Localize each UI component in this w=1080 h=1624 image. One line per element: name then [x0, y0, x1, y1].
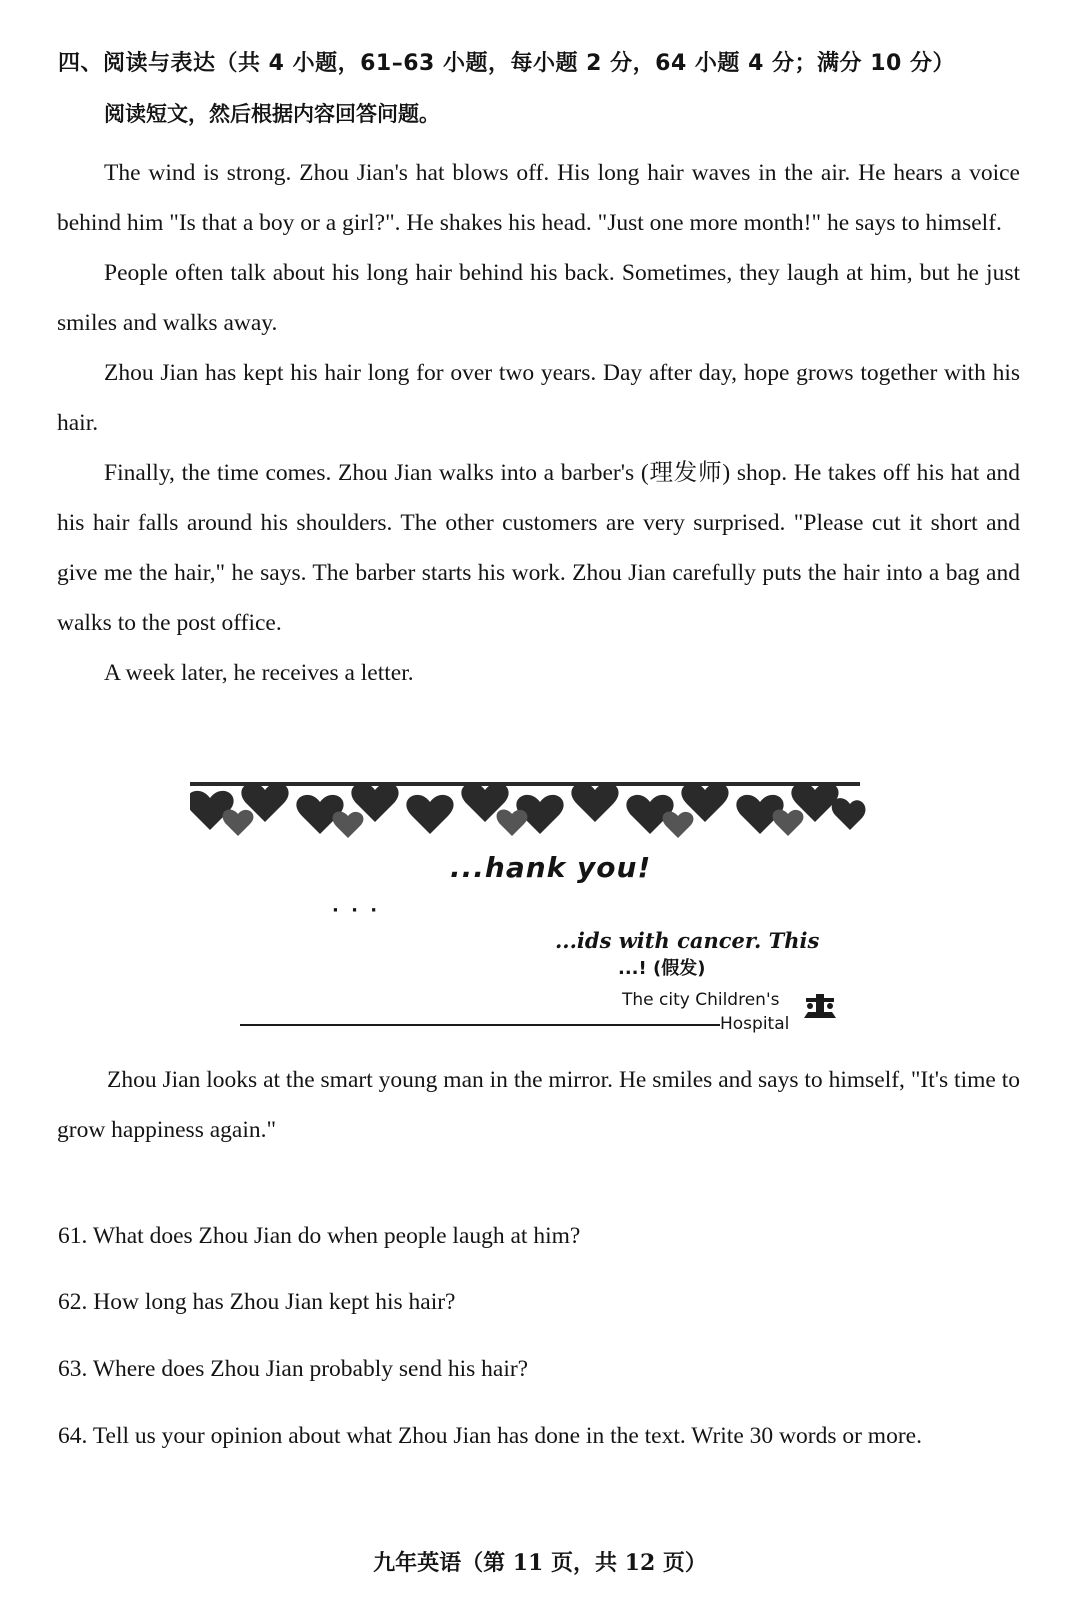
passage-paragraph-2: People often talk about his long hair behind his back. Sometimes, they laugh at him, but he just smiles and walks away.: [57, 260, 1020, 336]
question-61: 61. What does Zhou Jian do when people laugh at him?: [58, 1223, 581, 1249]
passage-paragraph-1: The wind is strong. Zhou Jian's hat blows off. His long hair waves in the air. He hears a voice behind him "Is that a boy or a girl?". He shakes his head. "Just one more month!" he says to himself.: [57, 160, 1020, 236]
letter-line-2: ...! (假发): [618, 958, 706, 979]
passage-paragraph-5: A week later, he receives a letter.: [104, 660, 414, 686]
question-62: 62. How long has Zhou Jian kept his hair?: [58, 1289, 456, 1315]
instruction: 阅读短文，然后根据内容回答问题。: [104, 102, 440, 126]
passage-closing-paragraph: Zhou Jian looks at the smart young man in the mirror. He smiles and says to himself, "It's time to grow happiness again.": [57, 1067, 1020, 1143]
letter-signature: The city Children's: [622, 990, 780, 1010]
hospital-logo-icon: [802, 992, 838, 1022]
page-footer: 九年英语（第 11 页，共 12 页）: [373, 1550, 707, 1576]
letter-signature-2: Hospital: [720, 1014, 790, 1034]
reading-passage: [57, 148, 1020, 698]
letter-line-1: ...ids with cancer. This: [555, 928, 820, 953]
letter-fragment: · · ·: [332, 900, 381, 921]
reading-passage-closing: [57, 1055, 1020, 1155]
letter-greeting: ...hank you!: [450, 851, 652, 884]
passage-paragraph-4: Finally, the time comes. Zhou Jian walks into a barber's (理发师) shop. He takes off his hat and his hair falls around his shoulders. The other customers are very surprised. "Please cut it short and give me the hair," he says. The barber starts his work. Zhou Jian carefully puts the hair into a bag and walks to the post office.: [57, 460, 1020, 636]
thank-you-letter: [190, 768, 890, 1040]
question-64: 64. Tell us your opinion about what Zhou Jian has done in the text. Write 30 words or more.: [58, 1423, 922, 1449]
letter-divider: [240, 1024, 720, 1026]
passage-paragraph-3: Zhou Jian has kept his hair long for over two years. Day after day, hope grows together with his hair.: [57, 360, 1020, 436]
question-63: 63. Where does Zhou Jian probably send his hair?: [58, 1356, 529, 1382]
hearts-border-image: [190, 768, 870, 848]
section-title: 四、阅读与表达（共 4 小题，61–63 小题，每小题 2 分，64 小题 4 分；满分 10 分）: [58, 51, 955, 76]
